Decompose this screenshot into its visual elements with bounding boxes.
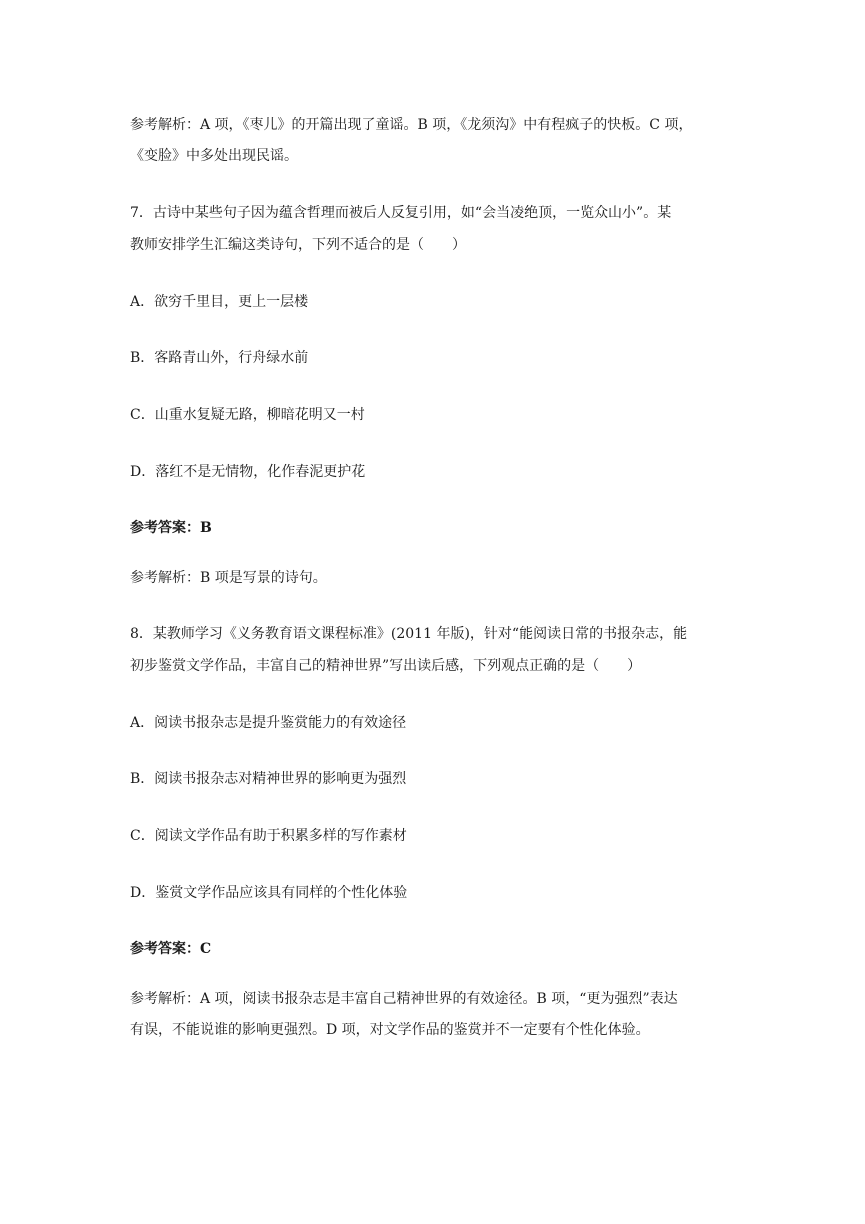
question-7-option-d: D．落红不是无情物，化作春泥更护花: [130, 464, 366, 480]
question-7-analysis: 参考解析：B 项是写景的诗句。: [130, 570, 327, 586]
question-8-line1: 8．某教师学习《义务教育语文课程标准》(2011 年版)，针对“能阅读日常的书报杂志，能: [130, 626, 688, 642]
question-7-answer: 参考答案：B: [130, 520, 212, 536]
question-8-analysis-line1: 参考解析：A 项，阅读书报杂志是丰富自己精神世界的有效途径。B 项，“更为强烈”表达: [130, 991, 678, 1007]
question-8-option-b: B．阅读书报杂志对精神世界的影响更为强烈: [130, 771, 407, 787]
analysis-q6-line2: 《变脸》中多处出现民谣。: [130, 148, 298, 164]
question-8-option-c: C．阅读文学作品有助于积累多样的写作素材: [130, 828, 407, 844]
question-8-answer: 参考答案：C: [130, 941, 212, 957]
analysis-q6-line1: 参考解析：A 项，《枣儿》的开篇出现了童谣。B 项，《龙须沟》中有程疯子的快板。C 项，: [130, 117, 693, 133]
question-8-option-d: D．鉴赏文学作品应该具有同样的个性化体验: [130, 885, 408, 901]
question-7-line2: 教师安排学生汇编这类诗句，下列不适合的是（ ）: [130, 237, 466, 253]
question-8-option-a: A．阅读书报杂志是提升鉴赏能力的有效途径: [130, 715, 407, 731]
question-7-option-a: A．欲穷千里目，更上一层楼: [130, 294, 309, 310]
question-7-option-c: C．山重水复疑无路，柳暗花明又一村: [130, 407, 365, 423]
question-8-line2: 初步鉴赏文学作品，丰富自己的精神世界”写出读后感，下列观点正确的是（ ）: [130, 658, 642, 674]
question-7-line1: 7．古诗中某些句子因为蕴含哲理而被后人反复引用，如“会当凌绝顶，一览众山小”。某: [130, 205, 672, 221]
question-8-analysis-line2: 有误，不能说谁的影响更强烈。D 项，对文学作品的鉴赏并不一定要有个性化体验。: [130, 1022, 650, 1038]
question-7-option-b: B．客路青山外，行舟绿水前: [130, 350, 309, 366]
